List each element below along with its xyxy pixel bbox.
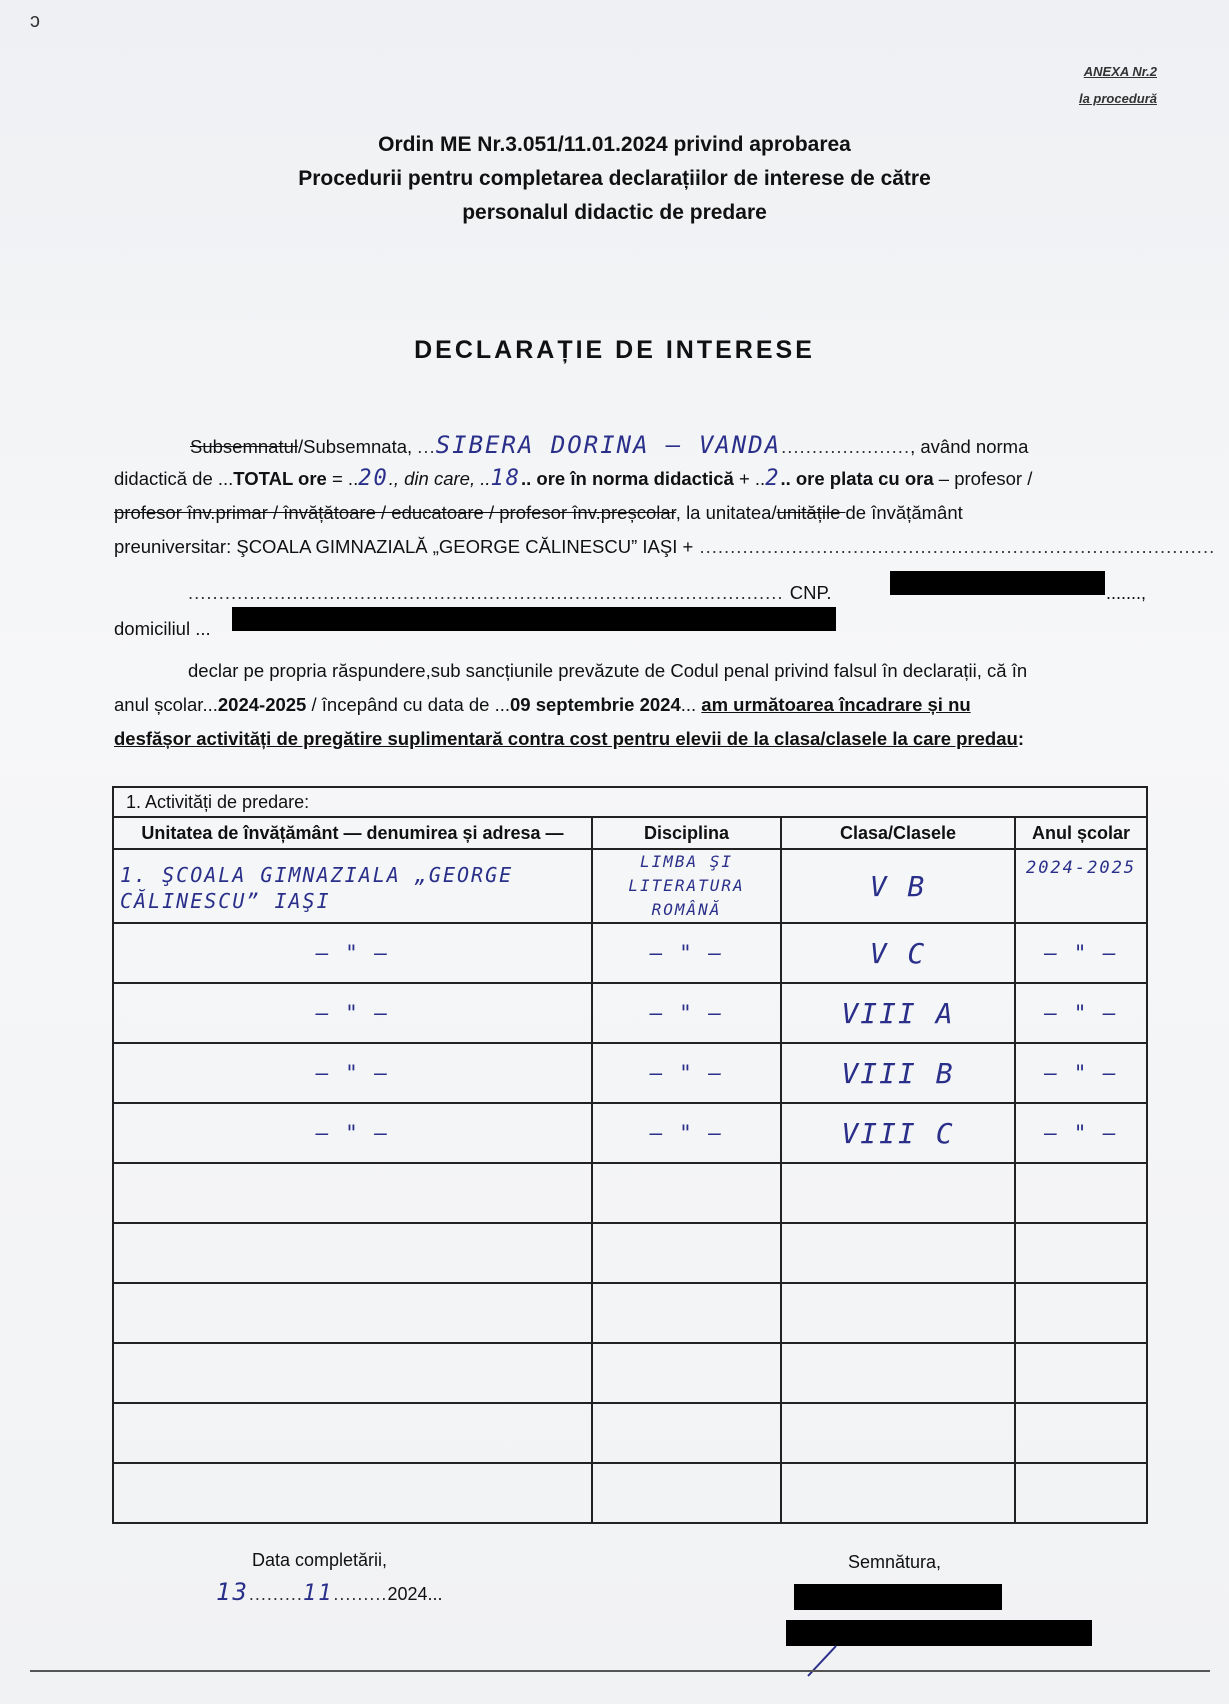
cell-discipline: — " — <box>592 923 781 983</box>
cell-unit: — " — <box>113 1043 592 1103</box>
declarant-name: SIBERA DORINA – VANDA <box>435 431 782 459</box>
dots: ..................... <box>781 436 911 457</box>
order-header <box>0 128 1229 230</box>
signature-stroke <box>800 1640 880 1680</box>
cell-class: V B <box>781 849 1015 923</box>
cell-unit <box>113 1283 592 1343</box>
order-header-line1: Ordin ME Nr.3.051/11.01.2024 privind aprobarea <box>378 133 851 156</box>
table-row <box>113 849 1147 923</box>
cell-discipline <box>592 1403 781 1463</box>
school-year: 2024-2025 <box>217 694 307 715</box>
declaration-line1 <box>188 654 1164 688</box>
col-header-unit: Unitatea de învățământ — denumirea și adresa — <box>113 817 592 849</box>
cell-year: — " — <box>1015 983 1147 1043</box>
table-section-row <box>113 787 1147 817</box>
underlined-tail: am următoarea încadrare și nu <box>701 694 971 715</box>
dots: ......... <box>248 1584 303 1604</box>
completion-date-block <box>252 1550 387 1571</box>
bottom-divider <box>30 1670 1210 1672</box>
cell-discipline: — " — <box>592 983 781 1043</box>
date-year: 2024... <box>387 1584 443 1604</box>
cell-year <box>1015 1223 1147 1283</box>
norm-hours-label: .. ore în norma didactică <box>521 468 734 489</box>
cell-discipline <box>592 1463 781 1523</box>
table-row <box>113 1283 1147 1343</box>
dots: ................................................................................................. <box>188 582 790 603</box>
dots-after-date: ... <box>680 694 702 715</box>
cell-discipline <box>592 1223 781 1283</box>
cnp-redaction <box>890 571 1105 595</box>
cell-class <box>781 1283 1015 1343</box>
unitatile-struck: unitățile <box>776 502 846 523</box>
cell-discipline <box>592 1163 781 1223</box>
cell-discipline: — " — <box>592 1103 781 1163</box>
hours-line <box>114 462 1164 496</box>
table-row <box>113 1403 1147 1463</box>
signature-redaction-1 <box>794 1584 1002 1610</box>
completion-date-value <box>216 1578 442 1606</box>
table-row <box>113 1163 1147 1223</box>
school-line <box>114 530 1216 564</box>
cell-unit: — " — <box>113 1103 592 1163</box>
de-invatamant-text: de învățământ <box>845 502 963 523</box>
declaration-text-1: declar pe propria răspundere,sub sancțiunile prevăzute de Codul penal privind falsul în declarații, că în <box>188 660 1028 681</box>
table-row <box>113 1103 1147 1163</box>
date-day: 13 <box>216 1578 249 1606</box>
dots: .................................................................................... <box>693 536 1216 557</box>
table-row <box>113 983 1147 1043</box>
cell-unit <box>113 1403 592 1463</box>
declarant-name-line <box>190 428 1164 464</box>
cnp-trailing-dots: ......., <box>1106 583 1147 603</box>
cell-unit <box>113 1343 592 1403</box>
cell-discipline <box>592 1343 781 1403</box>
plus-text: + .. <box>733 468 766 489</box>
table-header-row <box>113 817 1147 849</box>
teaching-activities-table <box>112 786 1148 1524</box>
col-header-discipline: Disciplina <box>592 817 781 849</box>
la-unitatea-text: , la unitatea/ <box>675 502 777 523</box>
cell-discipline: — " — <box>592 1043 781 1103</box>
cell-year: 2024-2025 <box>1015 849 1147 923</box>
margin-mark: ↄ <box>30 10 40 32</box>
cell-class <box>781 1343 1015 1403</box>
col-header-class: Clasa/Clasele <box>781 817 1015 849</box>
norm-hours: 18 <box>490 466 522 491</box>
avand-text: , având norma <box>910 436 1029 457</box>
section-title: 1. Activități de predare: <box>113 787 1147 817</box>
cell-class: VIII A <box>781 983 1015 1043</box>
cell-class <box>781 1403 1015 1463</box>
completion-date-label: Data completării, <box>252 1550 388 1570</box>
cell-class <box>781 1463 1015 1523</box>
total-hours: 20 <box>358 466 389 491</box>
annex-procedure: la procedură <box>1078 91 1157 106</box>
cell-year <box>1015 1403 1147 1463</box>
declaration-text-3: desfășor activități de pregătire suplimentară contra cost pentru elevii de la clasa/clasele la care predau <box>114 728 1018 749</box>
cell-class <box>781 1223 1015 1283</box>
cell-unit <box>113 1223 592 1283</box>
paid-hours-label: .. ore plata cu ora <box>780 468 934 489</box>
cell-year: — " — <box>1015 1043 1147 1103</box>
subsemnatul-struck: Subsemnatul <box>190 436 298 457</box>
total-ore-label: TOTAL ore <box>233 468 327 489</box>
address-redaction <box>232 607 836 631</box>
cell-unit: 1. ŞCOALA GIMNAZIALA „GEORGE CĂLINESCU” IAŞI <box>113 849 592 923</box>
order-header-line2: Procedurii pentru completarea declarațiilor de interese de către <box>298 167 931 190</box>
cell-unit: — " — <box>113 983 592 1043</box>
cell-class: V C <box>781 923 1015 983</box>
cell-discipline: LIMBA ŞI LITERATURA ROMÂNĂ <box>592 849 781 923</box>
didactica-text: didactică de ... <box>114 468 234 489</box>
subsemnata-text: /Subsemnata, <box>297 436 418 457</box>
cell-year: — " — <box>1015 923 1147 983</box>
annex-label <box>1079 58 1157 112</box>
domiciliul-label: domiciliul ... <box>114 618 211 639</box>
declaration-line2 <box>114 688 1164 722</box>
cell-year <box>1015 1463 1147 1523</box>
start-date: 09 septembrie 2024 <box>510 694 681 715</box>
cell-class: VIII C <box>781 1103 1015 1163</box>
cell-discipline <box>592 1283 781 1343</box>
document-title: DECLARAȚIE DE INTERESE <box>414 336 815 364</box>
struck-roles: profesor înv.primar / învățătoare / educatoare / profesor înv.preșcolar <box>114 502 676 523</box>
cell-unit: — " — <box>113 923 592 983</box>
table-row <box>113 1463 1147 1523</box>
order-header-line3: personalul didactic de predare <box>462 201 767 224</box>
cell-unit <box>113 1463 592 1523</box>
col-header-year: Anul școlar <box>1015 817 1147 849</box>
table-row <box>113 1043 1147 1103</box>
cnp-label: CNP. <box>789 582 832 603</box>
profesor-text: – profesor / <box>933 468 1033 489</box>
role-line <box>114 496 1164 530</box>
cell-year <box>1015 1163 1147 1223</box>
table-row <box>113 1343 1147 1403</box>
incepand-text: / începând cu data de ... <box>306 694 511 715</box>
dots: ... <box>417 436 436 457</box>
table-row <box>113 1223 1147 1283</box>
preuniversitar-text: preuniversitar: ŞCOALA GIMNAZIALĂ „GEORGE CĂLINESCU” IAŞI + <box>114 536 694 557</box>
cell-unit <box>113 1163 592 1223</box>
annex-number: ANEXA Nr.2 <box>1083 64 1157 79</box>
cell-class <box>781 1163 1015 1223</box>
declaration-line3 <box>114 722 1164 756</box>
cell-year <box>1015 1283 1147 1343</box>
din-care-text: ., din care, .. <box>388 468 491 489</box>
declaration-colon: : <box>1017 728 1024 749</box>
date-month: 11 <box>302 1581 334 1606</box>
paid-hours: 2 <box>765 466 781 491</box>
cell-year: — " — <box>1015 1103 1147 1163</box>
dots: ......... <box>333 1584 388 1604</box>
signature-label: Semnătura, <box>848 1552 942 1572</box>
cell-year <box>1015 1343 1147 1403</box>
equals-text: = .. <box>326 468 359 489</box>
anul-prefix: anul școlar... <box>114 694 218 715</box>
table-row <box>113 923 1147 983</box>
cell-class: VIII B <box>781 1043 1015 1103</box>
